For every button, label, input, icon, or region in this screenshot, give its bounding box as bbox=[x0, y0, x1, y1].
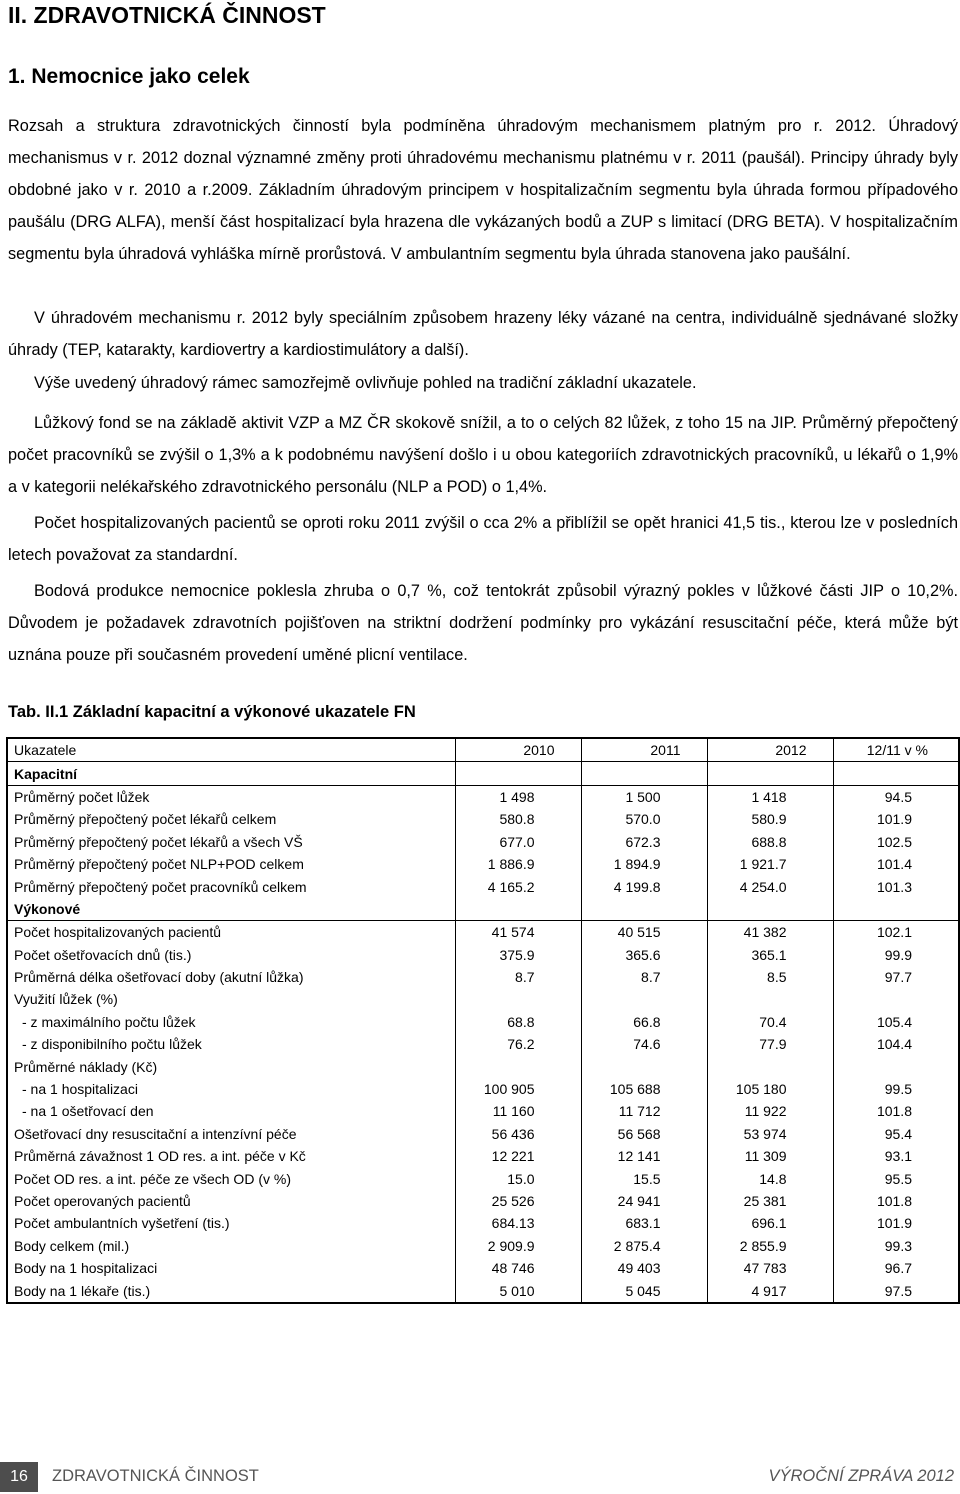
row-value bbox=[581, 1055, 707, 1077]
row-value: 41 574 bbox=[455, 921, 581, 944]
row-value: 40 515 bbox=[581, 921, 707, 944]
row-value: 96.7 bbox=[884, 1260, 912, 1277]
row-value bbox=[707, 1055, 833, 1077]
row-value bbox=[833, 1055, 959, 1077]
row-value: 1 894.9 bbox=[581, 853, 707, 875]
row-value: 15.0 bbox=[455, 1167, 581, 1189]
row-value: 95.5 bbox=[884, 1170, 912, 1187]
row-label: - na 1 hospitalizaci bbox=[7, 1078, 455, 1100]
row-value: 47 783 bbox=[707, 1257, 833, 1279]
row-value bbox=[707, 898, 833, 921]
row-value: 4 165.2 bbox=[455, 875, 581, 897]
row-label: Průměrné náklady (Kč) bbox=[7, 1055, 455, 1077]
row-value: 74.6 bbox=[581, 1033, 707, 1055]
row-value: 11 160 bbox=[455, 1100, 581, 1122]
row-value: 99.3 bbox=[884, 1237, 912, 1254]
row-value: 94.5 bbox=[884, 788, 912, 805]
table-section-row bbox=[7, 762, 959, 785]
row-value bbox=[707, 988, 833, 1010]
header-cell-2010: 2010 bbox=[455, 738, 581, 762]
table-row bbox=[7, 1212, 959, 1234]
row-value: 1 886.9 bbox=[455, 853, 581, 875]
row-label: Kapacitní bbox=[7, 762, 455, 785]
row-value: 696.1 bbox=[707, 1212, 833, 1234]
row-value bbox=[455, 988, 581, 1010]
table-row bbox=[7, 1055, 959, 1077]
row-value: 66.8 bbox=[581, 1011, 707, 1033]
row-value: 5 010 bbox=[455, 1279, 581, 1302]
row-value: 8.7 bbox=[581, 966, 707, 988]
table-row bbox=[7, 853, 959, 875]
row-value: 102.5 bbox=[876, 833, 912, 850]
header-cell-2011: 2011 bbox=[581, 738, 707, 762]
row-value: 684.13 bbox=[455, 1212, 581, 1234]
table-row bbox=[7, 1100, 959, 1122]
page-number: 16 bbox=[0, 1462, 38, 1492]
row-value: 105.4 bbox=[876, 1013, 912, 1030]
row-label: Průměrná délka ošetřovací doby (akutní lůžka) bbox=[7, 966, 455, 988]
table-row bbox=[7, 875, 959, 897]
table-row bbox=[7, 1011, 959, 1033]
table-row bbox=[7, 1279, 959, 1302]
row-value: 99.9 bbox=[884, 946, 912, 963]
row-value: 101.8 bbox=[876, 1103, 912, 1120]
row-value: 365.6 bbox=[581, 944, 707, 966]
row-value: 24 941 bbox=[581, 1190, 707, 1212]
row-value: 77.9 bbox=[707, 1033, 833, 1055]
row-value: 8.5 bbox=[707, 966, 833, 988]
row-value: 76.2 bbox=[455, 1033, 581, 1055]
row-value: 25 381 bbox=[707, 1190, 833, 1212]
table-row bbox=[7, 1167, 959, 1189]
table-row bbox=[7, 1190, 959, 1212]
section-heading: 1. Nemocnice jako celek bbox=[8, 65, 250, 88]
row-label: Počet hospitalizovaných pacientů bbox=[7, 921, 455, 944]
row-value: 1 500 bbox=[581, 785, 707, 808]
table-row bbox=[7, 966, 959, 988]
table-row bbox=[7, 1033, 959, 1055]
table-row bbox=[7, 1123, 959, 1145]
table-section-row bbox=[7, 898, 959, 921]
row-label: - z maximálního počtu lůžek bbox=[7, 1011, 455, 1033]
paragraph-5: Počet hospitalizovaných pacientů se oproti roku 2011 zvýšil o cca 2% a přiblížil se opět hranici 41,5 tis., kterou lze v posledních letech považovat za standardní. bbox=[8, 514, 958, 564]
row-value: 49 403 bbox=[581, 1257, 707, 1279]
row-value: 101.9 bbox=[876, 811, 912, 828]
row-label: Výkonové bbox=[7, 898, 455, 921]
row-label: Průměrný přepočtený počet lékařů a všech VŠ bbox=[7, 831, 455, 853]
row-value: 677.0 bbox=[455, 831, 581, 853]
row-value: 11 712 bbox=[581, 1100, 707, 1122]
table-caption: Tab. II.1 Základní kapacitní a výkonové ukazatele FN bbox=[8, 703, 416, 721]
page-footer bbox=[0, 1462, 960, 1492]
table-row bbox=[7, 808, 959, 830]
table-row bbox=[7, 1257, 959, 1279]
row-value: 683.1 bbox=[581, 1212, 707, 1234]
row-value: 570.0 bbox=[581, 808, 707, 830]
row-value: 12 221 bbox=[455, 1145, 581, 1167]
row-value: 4 199.8 bbox=[581, 875, 707, 897]
row-value: 580.8 bbox=[455, 808, 581, 830]
table-row bbox=[7, 1145, 959, 1167]
row-value: 2 855.9 bbox=[707, 1235, 833, 1257]
row-label: - na 1 ošetřovací den bbox=[7, 1100, 455, 1122]
table-row bbox=[7, 831, 959, 853]
row-value: 8.7 bbox=[455, 966, 581, 988]
row-label: Průměrná závažnost 1 OD res. a int. péče v Kč bbox=[7, 1145, 455, 1167]
row-value: 15.5 bbox=[581, 1167, 707, 1189]
row-value bbox=[455, 898, 581, 921]
row-value: 53 974 bbox=[707, 1123, 833, 1145]
row-value: 56 568 bbox=[581, 1123, 707, 1145]
row-value: 48 746 bbox=[455, 1257, 581, 1279]
header-cell-indicator: Ukazatele bbox=[7, 738, 455, 762]
paragraph-6: Bodová produkce nemocnice poklesla zhruba o 0,7 %, což tentokrát způsobil výrazný pokles v lůžkové části JIP o 10,2%. Důvodem je požadavek zdravotních pojišťoven na striktní dodržení podmínky pro vykázání resuscitační péče, která může být uznána pouze při současném provedení uměné plicní ventilace. bbox=[8, 582, 958, 664]
row-value: 70.4 bbox=[707, 1011, 833, 1033]
row-value: 4 917 bbox=[707, 1279, 833, 1302]
table-row bbox=[7, 1235, 959, 1257]
chapter-heading: II. ZDRAVOTNICKÁ ČINNOST bbox=[8, 2, 326, 28]
row-label: Počet ambulantních vyšetření (tis.) bbox=[7, 1212, 455, 1234]
row-value: 1 498 bbox=[455, 785, 581, 808]
row-label: Počet operovaných pacientů bbox=[7, 1190, 455, 1212]
row-value: 99.5 bbox=[884, 1081, 912, 1098]
row-value: 5 045 bbox=[581, 1279, 707, 1302]
row-value: 97.7 bbox=[884, 969, 912, 986]
row-label: Počet ošetřovacích dnů (tis.) bbox=[7, 944, 455, 966]
table-row bbox=[7, 785, 959, 808]
row-value: 101.9 bbox=[876, 1215, 912, 1232]
row-label: Využití lůžek (%) bbox=[7, 988, 455, 1010]
row-value: 56 436 bbox=[455, 1123, 581, 1145]
row-label: Body na 1 lékaře (tis.) bbox=[7, 1279, 455, 1302]
table-header-row bbox=[7, 738, 959, 762]
row-value: 97.5 bbox=[884, 1282, 912, 1299]
row-value: 105 180 bbox=[707, 1078, 833, 1100]
table-row bbox=[7, 988, 959, 1010]
table-row bbox=[7, 944, 959, 966]
row-value: 68.8 bbox=[455, 1011, 581, 1033]
row-label: Průměrný přepočtený počet NLP+POD celkem bbox=[7, 853, 455, 875]
header-cell-ratio: 12/11 v % bbox=[833, 738, 959, 762]
row-value bbox=[833, 988, 959, 1010]
row-value: 105 688 bbox=[581, 1078, 707, 1100]
row-value: 2 875.4 bbox=[581, 1235, 707, 1257]
row-value: 93.1 bbox=[884, 1148, 912, 1165]
row-value: 2 909.9 bbox=[455, 1235, 581, 1257]
row-value: 104.4 bbox=[876, 1036, 912, 1053]
row-value bbox=[581, 988, 707, 1010]
row-value: 688.8 bbox=[707, 831, 833, 853]
row-value: 95.4 bbox=[884, 1125, 912, 1142]
row-value: 101.4 bbox=[876, 856, 912, 873]
row-value: 12 141 bbox=[581, 1145, 707, 1167]
table-row bbox=[7, 921, 959, 944]
row-value: 14.8 bbox=[707, 1167, 833, 1189]
row-value: 11 309 bbox=[707, 1145, 833, 1167]
row-label: Body celkem (mil.) bbox=[7, 1235, 455, 1257]
row-value: 101.3 bbox=[876, 878, 912, 895]
row-value: 1 921.7 bbox=[707, 853, 833, 875]
header-cell-2012: 2012 bbox=[707, 738, 833, 762]
row-value: 25 526 bbox=[455, 1190, 581, 1212]
paragraph-3: Výše uvedený úhradový rámec samozřejmě ovlivňuje pohled na tradiční základní ukazatele. bbox=[34, 374, 697, 392]
row-value: 102.1 bbox=[876, 924, 912, 941]
row-value: 101.8 bbox=[876, 1193, 912, 1209]
row-label: Počet OD res. a int. péče ze všech OD (v %) bbox=[7, 1167, 455, 1189]
row-value: 672.3 bbox=[581, 831, 707, 853]
row-value: 41 382 bbox=[707, 921, 833, 944]
row-value: 1 418 bbox=[707, 785, 833, 808]
footer-report-title: VÝROČNÍ ZPRÁVA 2012 bbox=[768, 1467, 954, 1485]
row-value: 4 254.0 bbox=[707, 875, 833, 897]
row-value bbox=[455, 1055, 581, 1077]
row-label: Ošetřovací dny resuscitační a intenzívní péče bbox=[7, 1123, 455, 1145]
row-value: 365.1 bbox=[707, 944, 833, 966]
table-row bbox=[7, 1078, 959, 1100]
row-value: 580.9 bbox=[707, 808, 833, 830]
row-value: 11 922 bbox=[707, 1100, 833, 1122]
paragraph-2: V úhradovém mechanismu r. 2012 byly speciálním způsobem hrazeny léky vázané na centra, individuálně sjednávané složky úhrady (TEP, katarakty, kardiovertry a kardiostimulátory a další). bbox=[8, 309, 958, 359]
footer-section-title: ZDRAVOTNICKÁ ČINNOST bbox=[52, 1467, 259, 1485]
row-value bbox=[455, 762, 581, 785]
row-label: Body na 1 hospitalizaci bbox=[7, 1257, 455, 1279]
paragraph-4: Lůžkový fond se na základě aktivit VZP a MZ ČR skokově snížil, a to o celých 82 lůžek, z toho 15 na JIP. Průměrný přepočtený počet pracovníků se zvýšil o 1,3% a k podobnému navýšení došlo i u obou kategoriích zdravotnických pracovníků, u lékařů o 1,9% a v kategorii nelékařského zdravotnického personálu (NLP a POD) o 1,4%. bbox=[8, 414, 958, 496]
paragraph-1: Rozsah a struktura zdravotnických činností byla podmíněna úhradovým mechanismem platným pro r. 2012. Úhradový mechanismus v r. 2012 doznal významné změny proti úhradovému mechanismu platnému v r. 2011 (paušál). Principy úhrady byly obdobné jako v r. 2010 a r.2009. Základním úhradovým principem v hospitalizačním segmentu byla úhrada formou případového paušálu (DRG ALFA), menší část hospitalizací byla hrazena dle vykázaných bodů a ZUP s limitací (DRG BETA). V hospitalizačním segmentu byla úhradová vyhláška mírně prorůstová. V ambulantním segmentu byla úhrada stanovena jako paušální. bbox=[8, 117, 958, 263]
row-value: 375.9 bbox=[455, 944, 581, 966]
row-value bbox=[833, 898, 959, 921]
row-value bbox=[707, 762, 833, 785]
row-label: Průměrný přepočtený počet pracovníků celkem bbox=[7, 875, 455, 897]
row-label: Průměrný přepočtený počet lékařů celkem bbox=[7, 808, 455, 830]
row-value bbox=[833, 762, 959, 785]
row-value bbox=[581, 762, 707, 785]
row-value: 100 905 bbox=[455, 1078, 581, 1100]
table-body bbox=[7, 762, 959, 1303]
row-label: - z disponibilního počtu lůžek bbox=[7, 1033, 455, 1055]
row-value bbox=[581, 898, 707, 921]
row-label: Průměrný počet lůžek bbox=[7, 785, 455, 808]
indicators-table bbox=[6, 737, 960, 1304]
